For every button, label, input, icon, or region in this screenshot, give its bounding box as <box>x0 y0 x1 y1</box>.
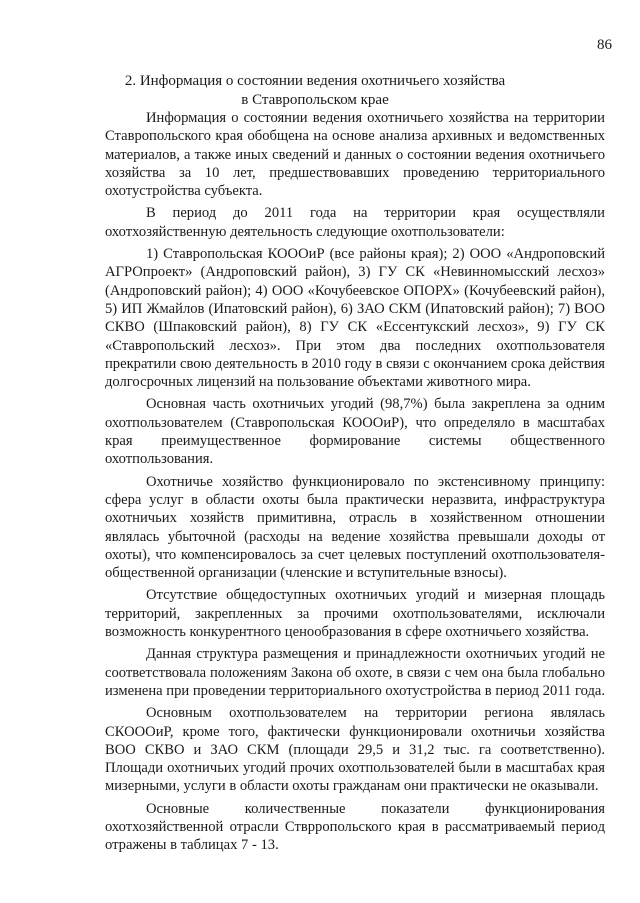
paragraph-main-user: Основным охотпользователем на территории региона являлась СКОООиР, кроме того, фактически функционировали охотничьи хозяйства ВОО СКВО и ЗАО СКМ (площади 29,5 и 31,2 тыс. га соответственно). Площади охотничьих угодий прочих охотпользователей были в масштабах края мизерными, услуги в области охоты гражданам они практически не оказывали. <box>105 705 605 795</box>
paragraph-tables-ref: Основные количественные показатели функционирования охотхозяйственной отрасли Стврропольского края в рассматриваемый период отражены в таблицах 7 - 13. <box>105 800 605 854</box>
paragraph-structure-changed: Данная структура размещения и принадлежности охотничьих угодий не соответствовала положениям Закона об охоте, в связи с чем она была глобально изменена при проведении территориального охотустройства в период 2011 года. <box>105 646 606 699</box>
paragraph-main-share: Основная часть охотничьих угодий (98,7%) была закреплена за одним охотпользователем (Ставропольская КОООиР), что определяло в масштабах края преимущественное формирование системы общественного охотпользования. <box>105 396 605 468</box>
paragraph-users-list: 1) Ставропольская КОООиР (все районы края); 2) ООО «Андроповский АГРОпроект» (Андроповский район), 3) ГУ СК «Невинномысский лесхоз» (Андроповский район); 4) ООО «Кочубеевское ОПОРХ» (Кочубеевский район), 5) ИП Жмайлов (Ипатовский район), 6) ЗАО СКМ (Ипатовский район); 7) ВОО СКВО (Шпаковский район), 8) ГУ СК «Ессентукский лесхоз», 9) ГУ СК «Ставропольский лесхоз». При этом два последних охотпользователя прекратили свою деятельность в 2010 году в связи с окончанием срока действия долгосрочных лицензий на пользование объектами животного мира. <box>105 246 605 391</box>
paragraph-intro: Информация о состоянии ведения охотничьего хозяйства на территории Ставропольского края обобщена на основе анализа архивных и ведомственных материалов, а также иных сведений и данных о состоянии ведения охотничьего хозяйства за 10 лет, предшествовавших проведению территориального охотустройства субъекта. <box>105 110 605 200</box>
page-number: 86 <box>597 37 612 53</box>
section-heading-line-2: в Ставропольском крае <box>241 91 389 108</box>
section-heading <box>100 72 530 109</box>
section-heading-line-1: 2. Информация о состоянии ведения охотничьего хозяйства <box>124 73 506 89</box>
document-body <box>105 109 605 855</box>
paragraph-no-public-lands: Отсутствие общедоступных охотничьих угодий и мизерная площадь территорий, закрепленных за прочими охотпользователями, исключали возможность конкурентного ценообразования в сфере охотничьего хозяйства. <box>105 587 605 641</box>
paragraph-extensive: Охотничье хозяйство функционировало по экстенсивному принципу: сфера услуг в области охоты была практически неразвита, инфраструктура охотничьих хозяйств примитивна, отрасль в хозяйственном отношении являлась убыточной (расходы на ведение хозяйства превышали доходы от охоты), что компенсировалось за счет целевых поступлений охотпользователя-общественной организации (членские и вступительные взносы). <box>105 473 605 582</box>
paragraph-users-lead: В период до 2011 года на территории края осуществляли охотхозяйственную деятельность следующие охотпользователи: <box>105 205 605 240</box>
